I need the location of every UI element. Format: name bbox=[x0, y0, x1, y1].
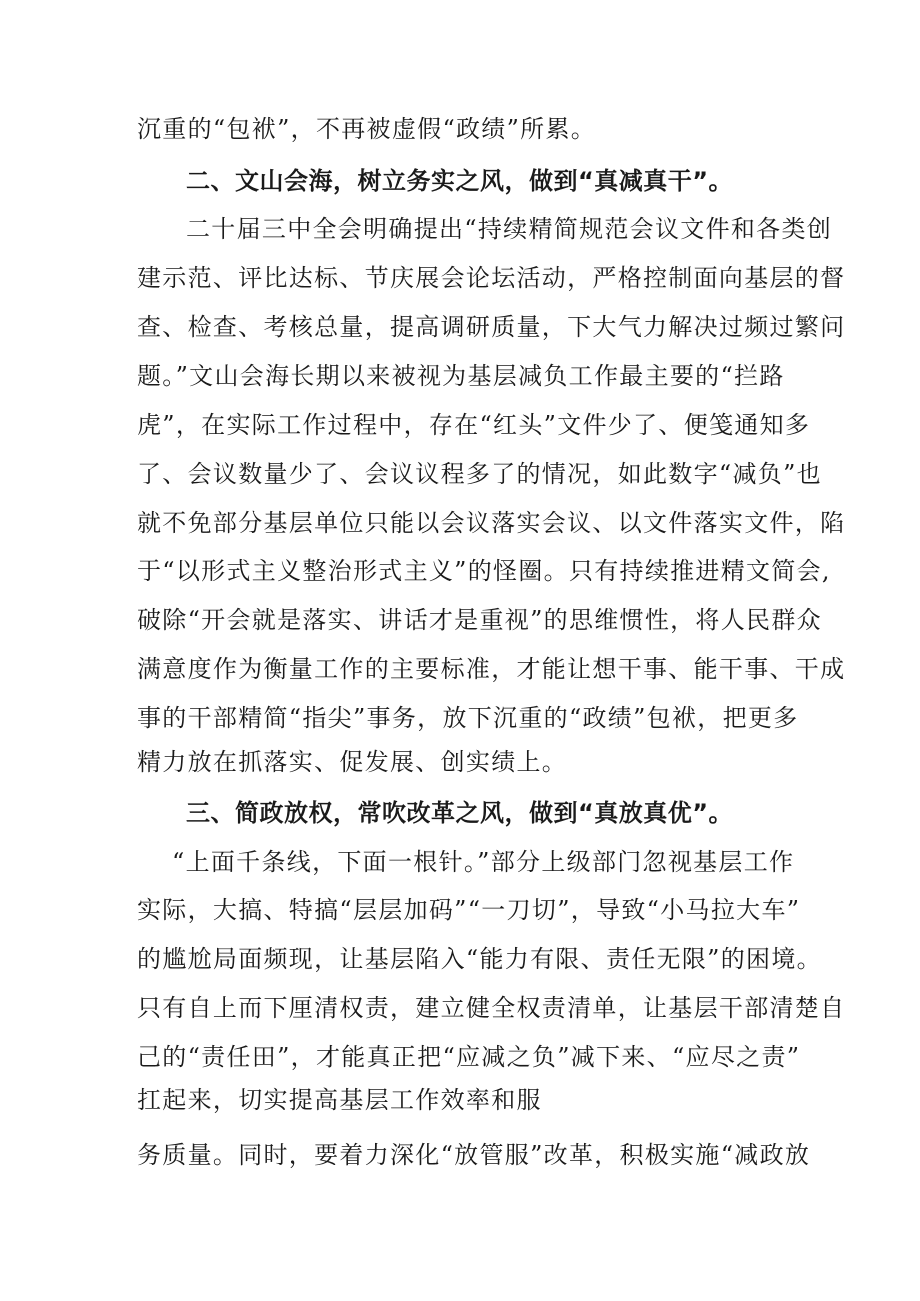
body-text-line: 事的干部精简“指尖”事务，放下沉重的“政绩”包袱，把更多 bbox=[137, 704, 799, 732]
body-text-line: 扛起来，切实提高基层工作效率和服 bbox=[137, 1086, 542, 1114]
body-text-line: 只有自上而下厘清权责，建立健全权责清单，让基层干部清楚自 bbox=[137, 994, 846, 1022]
body-text-line: 查、检查、考核总量，提高调研质量，下大气力解决过频过繁问 bbox=[137, 313, 846, 341]
paragraph-first-line: “上面千条线，下面一根针。”部分上级部门忽视基层工作 bbox=[172, 848, 795, 876]
body-text-line: 虎”，在实际工作过程中，存在“红头”文件少了、便笺通知多 bbox=[137, 411, 811, 439]
body-text-line: 了、会议数量少了、会议议程多了的情况，如此数字“减负”也 bbox=[137, 460, 822, 488]
body-text-line: 精力放在抓落实、促发展、创实绩上。 bbox=[137, 748, 568, 776]
body-text-line: 题。”文山会海长期以来被视为基层减负工作最主要的“拦路 bbox=[137, 362, 785, 390]
body-text-line: 建示范、评比达标、节庆展会论坛活动，严格控制面向基层的督 bbox=[137, 264, 846, 292]
section-heading-2: 二、文山会海，树立务实之风，做到“真减真干”。 bbox=[186, 167, 734, 195]
body-text-line: 就不免部分基层单位只能以会议落实会议、以文件落实文件，陷 bbox=[137, 509, 846, 537]
section-heading-3: 三、简政放权，常吹改革之风，做到“真放真优”。 bbox=[186, 799, 734, 827]
body-text-line: 破除“开会就是落实、讲话才是重视”的思维惯性，将人民群众 bbox=[137, 606, 822, 634]
body-text-line: 于“以形式主义整治形式主义”的怪圈。只有持续推进精文简会, bbox=[137, 557, 831, 585]
body-text-line: 实际，大搞、特搞“层层加码”“一刀切”，导致“小马拉大车” bbox=[137, 896, 801, 924]
paragraph-first-line: 二十届三中全会明确提出“持续精简规范会议文件和各类创 bbox=[186, 215, 833, 243]
body-text-line: 满意度作为衡量工作的主要标准，才能让想干事、能干事、干成 bbox=[137, 655, 846, 683]
body-text-line: 的尴尬局面频现，让基层陷入“能力有限、责任无限”的困境。 bbox=[137, 945, 822, 973]
body-text-line: 沉重的“包袱”，不再被虚假“政绩”所累。 bbox=[137, 115, 597, 143]
body-text-line: 务质量。同时，要着力深化“放管服”改革，积极实施“减政放 bbox=[137, 1141, 811, 1169]
body-text-line: 己的“责任田”，才能真正把“应减之负”减下来、“应尽之责” bbox=[137, 1043, 801, 1071]
